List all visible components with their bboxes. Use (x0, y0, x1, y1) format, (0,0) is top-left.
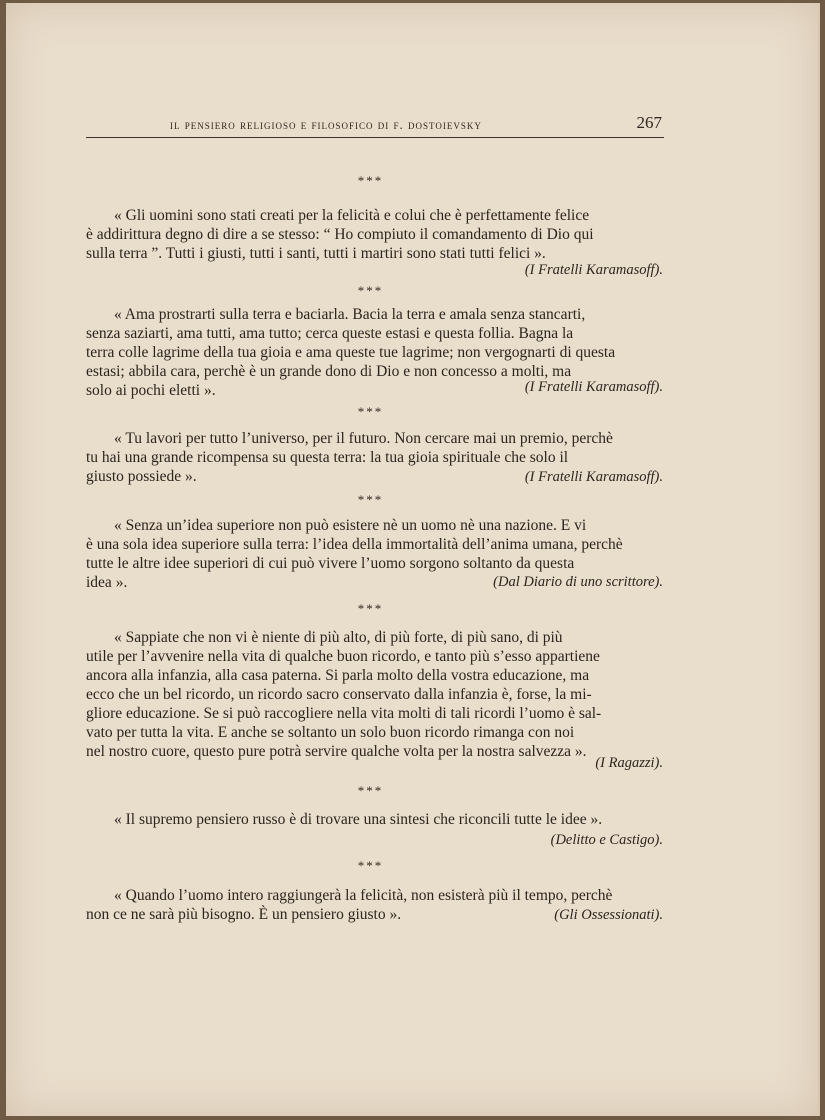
quote-source (86, 907, 663, 924)
quote-line: ancora alla infanzia, alla casa paterna. Si parla molto della vostra educazione, ma (86, 667, 590, 684)
source-text: (I Fratelli Karamasoff). (524, 469, 663, 485)
quote-line: « Il supremo pensiero russo è di trovare una sintesi che riconcili tutte le idee ». (114, 811, 603, 828)
quote-line: estasi; abbila cara, perchè è un grande dono di Dio e non concesso a molti, ma (86, 363, 572, 380)
quote-line: solo ai pochi eletti ». (86, 382, 216, 399)
quote-line: « Senza un’idea superiore non può esistere nè un uomo nè una nazione. E vi (114, 517, 587, 534)
quote-line: utile per l’avvenire nella vita di qualche buon ricordo, e tanto più s’esso appartiene (86, 648, 600, 665)
source-text: (I Fratelli Karamasoff). (524, 379, 663, 395)
quote-line: è una sola idea superiore sulla terra: l’idea della immortalità dell’anima umana, perchè (86, 536, 623, 553)
quote-line: non ce ne sarà più bisogno. È un pensiero giusto ». (86, 906, 402, 923)
quote-line: « Sappiate che non vi è niente di più alto, di più forte, di più sano, di più (114, 629, 563, 646)
quote-source (86, 262, 663, 279)
section-separator: *** (357, 601, 384, 616)
quote-line: ecco che un bel ricordo, un ricordo sacro conservato dalla infanzia è, forse, la mi- (86, 686, 592, 703)
section-separator: *** (357, 283, 384, 298)
quote-line: è addirittura degno di dire a se stesso: “ Ho compiuto il comandamento di Dio qui (86, 226, 594, 243)
quote-line: terra colle lagrime della tua gioia e ama queste tue lagrime; non vergognarti di questa (86, 344, 616, 361)
section-separator: *** (357, 404, 384, 419)
source-text: (Gli Ossessionati). (554, 907, 663, 923)
section-separator: *** (357, 173, 384, 188)
quote-line: tutte le altre idee superiori di cui può vivere l’uomo sorgono soltanto da questa (86, 555, 575, 572)
quote-source (86, 755, 663, 772)
source-text: (Delitto e Castigo). (550, 832, 663, 848)
quote-block (86, 810, 663, 829)
section-separator: *** (357, 858, 384, 873)
section-separator: *** (357, 783, 384, 798)
quote-line: nel nostro cuore, questo pure potrà servire qualche volta per la nostra salvezza ». (86, 743, 587, 760)
source-text: (I Ragazzi). (595, 755, 663, 771)
quote-line: « Quando l’uomo intero raggiungerà la felicità, non esisterà più il tempo, perchè (114, 887, 613, 904)
quote-source (86, 469, 663, 486)
quote-line: tu hai una grande ricompensa su questa terra: la tua gioia spirituale che solo il (86, 449, 569, 466)
quote-line: idea ». (86, 574, 128, 591)
running-title: il pensiero religioso e filosofico di f. dostoievsky (170, 117, 482, 132)
quote-source (86, 379, 663, 396)
section-separator: *** (357, 492, 384, 507)
quote-line: sulla terra ”. Tutti i giusti, tutti i santi, tutti i martiri sono stati tutti felici ». (86, 245, 546, 262)
source-text: (I Fratelli Karamasoff). (524, 262, 663, 278)
quote-block (86, 628, 663, 761)
page-header (86, 115, 664, 138)
quote-block (86, 206, 663, 263)
page-number: 267 (636, 113, 662, 132)
quote-line: vato per tutta la vita. E anche se soltanto un solo buon ricordo rimanga con noi (86, 724, 575, 741)
quote-line: gliore educazione. Se si può raccogliere nella vita molti di tali ricordi l’uomo è sal- (86, 705, 602, 722)
source-text: (Dal Diario di uno scrittore). (493, 574, 663, 590)
quote-source (86, 832, 663, 849)
quote-line: giusto possiede ». (86, 468, 197, 485)
quote-line: senza saziarti, ama tutti, ama tutto; cerca queste estasi e questa follia. Bagna la (86, 325, 574, 342)
quote-line: « Ama prostrarti sulla terra e baciarla. Bacia la terra e amala senza stancarti, (114, 306, 586, 323)
quote-line: « Tu lavori per tutto l’universo, per il futuro. Non cercare mai un premio, perchè (114, 430, 613, 447)
book-page (6, 3, 820, 1116)
quote-source (86, 574, 663, 591)
quote-line: « Gli uomini sono stati creati per la felicità e colui che è perfettamente felice (114, 207, 590, 224)
